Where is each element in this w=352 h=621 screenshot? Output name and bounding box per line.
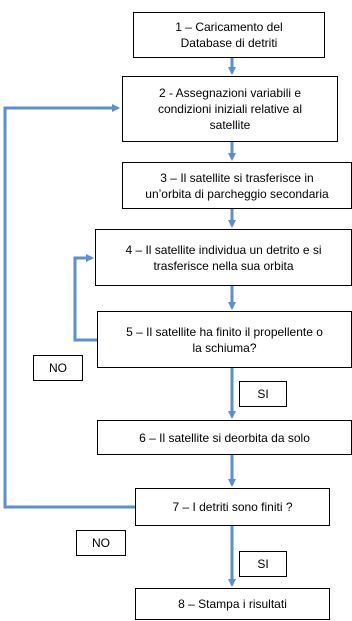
step-8-text: 8 – Stampa i risultati — [178, 597, 287, 611]
arrow-loop-5-to-4 — [75, 258, 97, 340]
step-7-box — [135, 488, 330, 526]
step-4-box — [95, 229, 352, 286]
step-1-text: 1 – Caricamento del Database di detriti — [175, 20, 283, 50]
step-3-box — [122, 162, 352, 209]
step-7-text: 7 – I detriti sono finiti ? — [172, 500, 293, 514]
step-8-box — [135, 588, 330, 620]
step-2-text: 2 - Assegnazioni variabili e condizioni iniziali relative al satellite — [157, 86, 303, 132]
step-6-text: 6 – Il satellite si deorbita da solo — [139, 430, 310, 445]
yes-label-inner — [239, 381, 287, 407]
step-1-box — [133, 12, 325, 58]
step-5-box — [97, 311, 352, 368]
yes-label-outer-text: SI — [257, 557, 269, 571]
no-label-outer-text: NO — [92, 536, 110, 550]
step-3-text: 3 – Il satellite si trasferisce in un’orbita di parcheggio secondaria — [145, 170, 329, 201]
step-5-text: 5 – Il satellite ha finito il propellente o la schiuma? — [126, 324, 323, 355]
yes-label-inner-text: SI — [257, 387, 269, 401]
no-label-inner-text: NO — [49, 361, 67, 375]
yes-label-outer — [239, 551, 287, 577]
step-4-text: 4 – Il satellite individua un detrito e si trasferisce nella sua orbita — [125, 242, 322, 273]
step-6-box — [97, 420, 352, 455]
step-2-box — [122, 76, 338, 142]
no-label-outer-loop — [76, 530, 126, 556]
no-label-inner-loop — [33, 355, 83, 381]
